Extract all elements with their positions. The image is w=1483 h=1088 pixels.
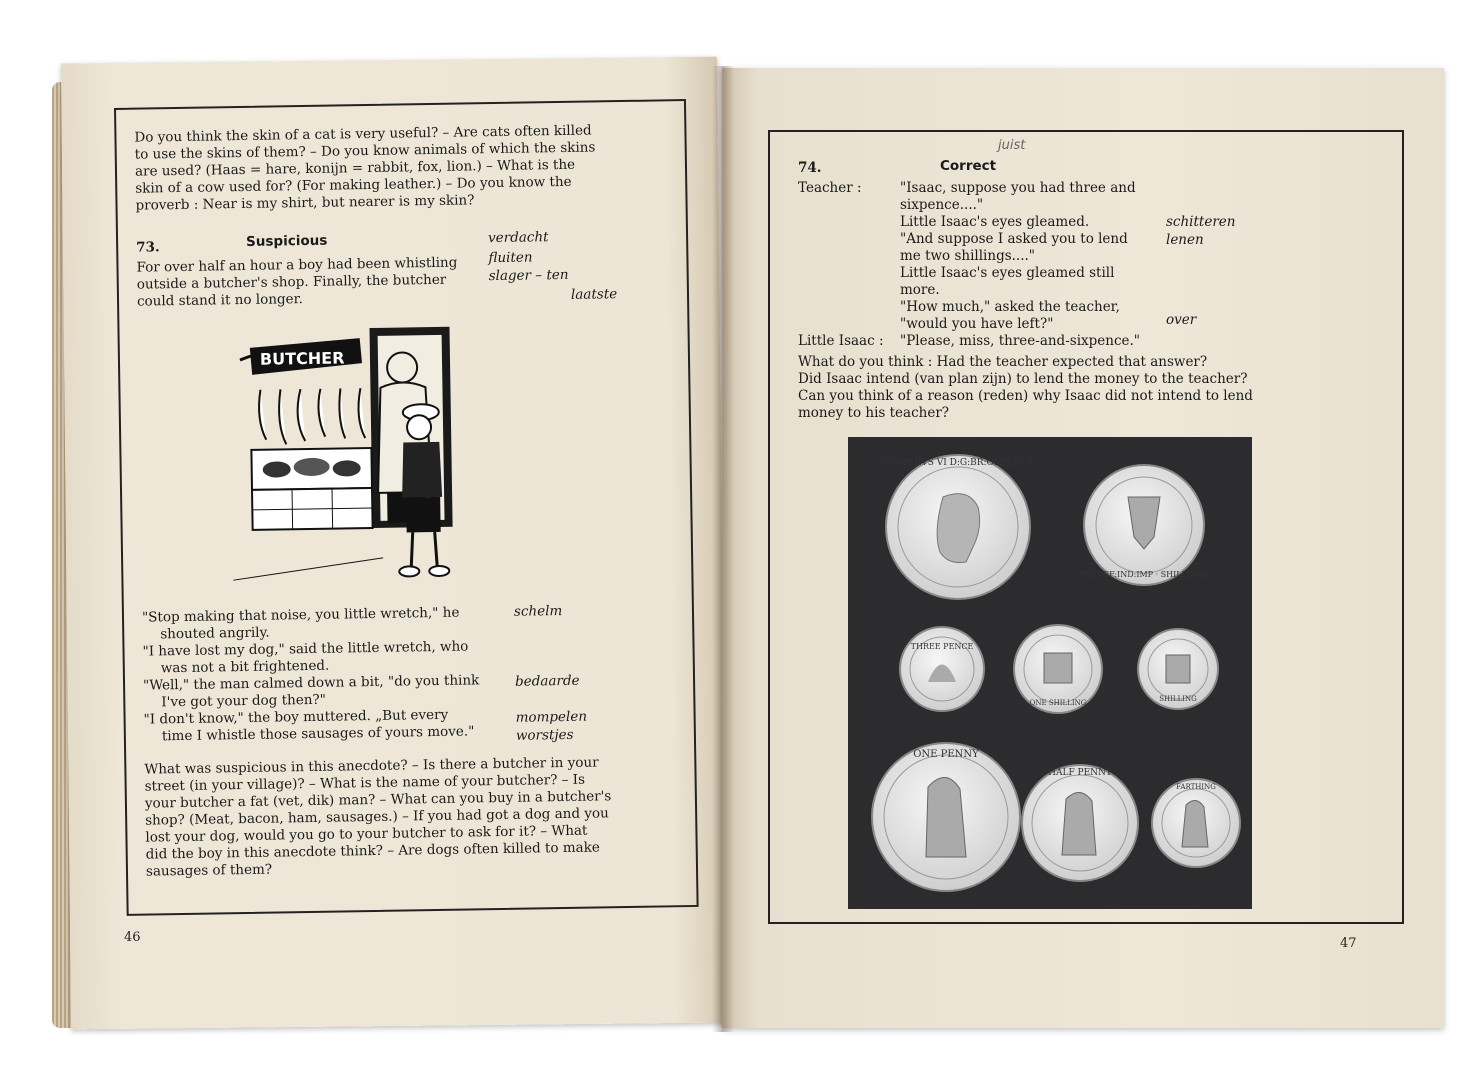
story-title: Correct — [940, 158, 997, 174]
dialogue-line: I've got your dog then?" — [161, 691, 327, 711]
coin-legend: GEORGIVS VI D:G:BR:OMN:REX — [882, 458, 1034, 468]
coin-legend: ONE SHILLING — [1029, 699, 1087, 707]
pencil-note: juist — [998, 138, 1026, 153]
story-number: 74. — [798, 160, 822, 176]
question-line: What do you think : Had the teacher expected that answer? — [798, 354, 1208, 370]
dialogue-line: "And suppose I asked you to lend — [900, 231, 1128, 247]
left-intro — [134, 121, 675, 214]
speaker-teacher: Teacher : — [798, 180, 862, 196]
question-line: sausages of them? — [145, 861, 273, 880]
gloss: bedaarde — [514, 672, 580, 690]
intro-line: skin of a cow used for? (For making leather.) – Do you know the — [135, 173, 572, 197]
gloss: laatste — [570, 286, 618, 303]
dialogue-line: shouted angrily. — [160, 624, 270, 643]
story-line: could stand it no longer. — [136, 291, 303, 310]
gloss: fluiten — [488, 249, 533, 267]
question-line: shop? (Meat, bacon, ham, sausages.) – If you had got a dog and you — [145, 805, 609, 829]
speaker-isaac: Little Isaac : — [798, 333, 884, 349]
coin-penny — [872, 743, 1020, 891]
dialogue-line: sixpence...." — [900, 197, 984, 213]
coin-legend: ONE PENNY — [913, 749, 979, 760]
gloss: mompelen — [515, 708, 588, 726]
coin-legend: SHILLING — [1159, 695, 1197, 703]
sign-text: BUTCHER — [259, 348, 345, 369]
coins-svg — [848, 437, 1252, 909]
right-questions — [798, 354, 1388, 422]
gloss: worstjes — [515, 726, 574, 744]
story-line: outside a butcher's shop. Finally, the butcher — [136, 271, 447, 293]
coin-legend: THREE PENCE — [910, 642, 974, 651]
dialogue-line: "Isaac, suppose you had three and — [900, 180, 1136, 196]
butcher-head — [387, 352, 417, 382]
dialogue-line: Little Isaac's eyes gleamed still — [900, 265, 1115, 281]
dialogue-line: was not a bit frightened. — [160, 657, 330, 677]
coin-legend: HALF PENNY — [1048, 768, 1112, 778]
intro-line: are used? (Haas = hare, konijn = rabbit, fox, lion.) – What is the — [134, 156, 576, 180]
coin-legend: FARTHING — [1176, 783, 1216, 791]
hanging-sausages — [259, 388, 366, 445]
coin-halfpenny — [1022, 765, 1138, 881]
story-line: For over half an hour a boy had been whistling — [136, 254, 458, 276]
question-line: street (in your village)? – What is the name of your butcher? – Is — [144, 771, 586, 795]
gloss: schitteren — [1166, 214, 1236, 230]
coin-farthing — [1152, 779, 1240, 867]
coin-obverse — [883, 455, 1035, 599]
dialogue-line: "Well," the man calmed down a bit, "do you think — [142, 672, 480, 694]
page-number-right: 47 — [1340, 936, 1357, 951]
question-line: Did Isaac intend (van plan zijn) to lend the money to the teacher? — [798, 371, 1248, 387]
coin-legend: FID:DEF:IND:IMP · SHILLINGS — [1079, 570, 1209, 579]
story-title: Suspicious — [245, 232, 328, 250]
dialogue-line: "would you have left?" — [900, 316, 1054, 332]
page-number-left: 46 — [124, 930, 141, 945]
story-text — [136, 254, 477, 310]
coin-shilling-2 — [1138, 629, 1218, 709]
dialogue-line: "I have lost my dog," said the little wretch, who — [142, 638, 469, 660]
gloss: lenen — [1166, 232, 1204, 248]
intro-line: to use the skins of them? – Do you know animals of which the skins — [134, 139, 596, 163]
butcher-sign — [250, 338, 363, 375]
dialogue-line: "Stop making that noise, you little wretch," he — [141, 604, 460, 626]
gloss: over — [1166, 312, 1197, 328]
question-line: your butcher a fat (vet, dik) man? – What can you buy in a butcher's — [144, 788, 612, 812]
question-line: did the boy in this anecdote think? – Are dogs often killed to make — [145, 839, 600, 863]
coin-shilling-1 — [1014, 625, 1102, 713]
coin-florin — [1079, 465, 1209, 585]
dialogue-line: "How much," asked the teacher, — [900, 299, 1120, 315]
left-questions — [144, 753, 686, 880]
coin-threepence — [900, 627, 984, 711]
dialogue-text — [142, 604, 504, 746]
intro-line: proverb : Near is my shirt, but nearer is my skin? — [135, 192, 475, 214]
dialogue-line: time I whistle those sausages of yours move." — [161, 723, 475, 745]
book-spine — [712, 66, 734, 1032]
question-line: money to his teacher? — [798, 405, 950, 421]
dialogue-line: "Please, miss, three-and-sixpence." — [900, 333, 1141, 349]
gloss: verdacht — [487, 229, 549, 247]
coins-photo — [848, 437, 1252, 909]
dialogue-line: "I don't know," the boy muttered. „But every — [143, 706, 449, 728]
story-number: 73. — [136, 239, 160, 256]
question-line: What was suspicious in this anecdote? – Is there a butcher in your — [144, 754, 599, 778]
intro-line: Do you think the skin of a cat is very useful? – Are cats often killed — [134, 122, 592, 146]
dialogue-text — [900, 180, 1160, 350]
dialogue-line: me two shillings...." — [900, 248, 1036, 264]
dialogue-line: Little Isaac's eyes gleamed. — [900, 214, 1090, 230]
question-line: lost your dog, would you go to your butcher to ask for it? – What — [145, 822, 588, 846]
question-line: Can you think of a reason (reden) why Isaac did not intend to lend — [798, 388, 1253, 404]
gloss: schelm — [513, 603, 563, 620]
butcher-illustration — [219, 316, 473, 590]
dialogue-line: more. — [900, 282, 940, 298]
left-page-frame — [114, 99, 699, 916]
gloss: slager – ten — [488, 266, 569, 285]
